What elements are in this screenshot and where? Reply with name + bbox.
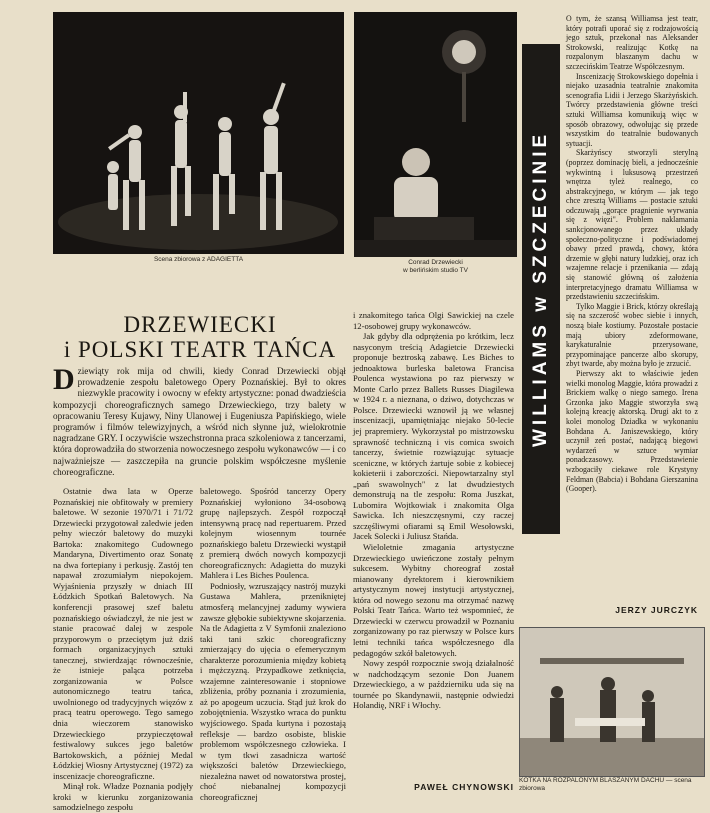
photo2-caption: [354, 259, 517, 275]
article-author: PAWEŁ CHYNOWSKI: [414, 782, 514, 792]
sidebar-para: Inscenizację Strokowskiego dopełnia i niejako uzasadnia teatralnie znakomita scenografia Lidii i Jerzego Skarżyńskich. Twórcy przedstawienia główne treści sztuki Williamsa komunikują więc w sposób obrazowy, odwołując się przede wszystkim do teatralnie budowanych sytuacji.: [566, 71, 698, 148]
dancers-scene-image: [53, 12, 344, 254]
col3-para: Wieloletnie zmagania artystyczne Drzewieckiego uwieńczone zostały pełnym sukcesem. Wybitny choreograf został mianowany dyrektorem i kierownikiem artystycznym nowej instytucji artystycznej, która od nowego sezonu ma otrzymać nazwę Polski Teatr Tańca. Warto też wspomnieć, że Drzewiecki w czerwcu prowadził w Poznaniu zorganizowany po raz pierwszy w Polsce kurs letni techniki tańca współczesnego dla pedagogów szkół baletowych.: [353, 542, 514, 658]
photo-kotka: [519, 627, 705, 777]
article-column-2: [200, 486, 346, 802]
photo-adagietto: [53, 12, 344, 254]
sidebar-para: Skarżyńscy stworzyli sterylną (poprzez dominację bieli, a jednocześnie wykwintną i luksusową przestrzeń wnętrza tyleż realnego, co abstrakcyjnego, w którym — jak tego chce zresztą Williams — postacie sztuki odczuwają „gorące pragnienie wyrwania się z więzi". Problem naklamania sankcjonowanego przez układy społeczno-polityczne i podświadomej obawy przed prawdą, chowy, która drzemie w głębi natury ludzkiej, oraz ich wzajemne relacje i przenikania — zdają się stanowić główną oś założenia interpretacyjnego dramatu Williamsa w przedstawieniu szczecińskim.: [566, 148, 698, 302]
article-lead: [53, 363, 346, 478]
photo3-caption: KOTKA NA ROZPALONYM BLASZANYM DACHU — scena zbiorowa: [519, 777, 692, 792]
sidebar-article: [566, 14, 698, 494]
photo-drzewiecki-studio: [354, 12, 517, 257]
photo2-caption-name: Conrad Drzewiecki: [408, 259, 463, 266]
drzewiecki-portrait-image: [354, 12, 517, 257]
photo2-caption-place: w berlińskim studio TV: [403, 267, 468, 274]
sidebar-para: O tym, że szansą Williamsa jest teatr, który potrafi uporać się z rodzajowością jego sztuk, przekonał nas Aleksander Strokowski, realizując Kotkę na rozpalonym blaszanym dachu w szczecińskim Teatrze Współczesnym.: [566, 14, 698, 71]
col3-para: Jak gdyby dla odprężenia po krótkim, lecz nasyconym treścią Adagietcie Drzewiecki proponuje beztroską zabawę. Les Biches to jednoaktowa burleska baletowa Francisa Poulenca wystawiona po raz pierwszy w Monte Carlo przez Ballets Russes Diagilewa w 1924 r. a nieznana, o dziwo, dotychczas w Polsce. Drzewiecki wznowił ją we własnej inscenizacji, upamiętniając niejako 50-lecie jej prapremiery. Wykorzystał po mistrzowsku sprawność techniczną i vis comica swoich tancerzy, świetnie rozwiązując sytuacje sceniczne, w których żartuje sobie z kobiecej kokieterii i zaborczości. Niepowtarzalny styl „pań swawolnych" z lat dwudziestych demonstrują na tle zespołu: Roma Juszkat, Lubomira Wojtkowiak i znakomita Olga Sawicka. Ich nieszczęsnymi, czy raczej szczęśliwymi ofiarami są Emil Wesołowski, Jacek Solecki i Juliusz Stańda.: [353, 331, 514, 542]
sidebar-author: JERZY JURCZYK: [615, 605, 698, 615]
col1-para: Minął rok. Władze Poznania podjęły kroki w kierunku zorganizowania samodzielnego zespołu: [53, 781, 193, 813]
sidebar-para: Tylko Maggie i Brick, którzy określają się na szczerość wobec siebie i innych, noszą białe kostiumy. Pozostałe postacie mają ubiory zdeformowane, karykaturalnie przerysowane, przypominające pancerze albo skorupy, zbyt twarde, aby można było je zrzucić.: [566, 301, 698, 369]
col3-para: Nowy zespół rozpocznie swoją działalność w nadchodzącym sezonie Don Juanem Drzewieckiego, a w październiku uda się na tournée po Skandynawii, następnie odwiedzi Holandię, NRF i Włochy.: [353, 658, 514, 711]
col2-para: baletowego. Spośród tancerzy Opery Poznańskiej wyłoniono 34-osobową grupę najlepszych. Zespół rozpoczął intensywną pracę nad repertuarem. Przed kolejnym wiosennym tournée poznańskiego baletu Drzewiecki wystąpił z premierą dwóch nowych kompozycji choreograficznych: Adagietta do muzyki Mahlera i Les Biches Poulenca.: [200, 486, 346, 581]
sidebar-banner: [522, 44, 560, 534]
kotka-scene-image: [520, 628, 704, 776]
sidebar-para: Pierwszy akt to właściwie jeden wielki monolog Maggie, która prowadzi z Brickiem walkę o niego samego. Irena Grzonka jako Maggie stworzyła swą kolejną kreację aktorską. Drugi akt to z kolei monolog Dziadka w wykonaniu Bohdana A. Janiszewskiego, który uczynił zeń postać, nadającą biegowi wydarzeń w sztuce wymiar ponadczasowy. Przedstawienie wzbogaciły ciekawe role Krystyny Feldman (Babcia) i Bohdana Gierszanina (Gooper).: [566, 368, 699, 494]
photo1-caption: Scena zbiorowa z ADAGIETTA: [153, 256, 244, 263]
col3-para: i znakomitego tańca Olgi Sawickiej na czele 12-osobowej grupy wykonawców.: [353, 310, 514, 331]
article-title: [55, 312, 345, 362]
lead-text: ziewiąty rok mija od chwili, kiedy Conrad Drzewiecki objął prowadzenie zespołu baletowego Opery Poznańskiej. Był to okres niezwykle pracowity i owocny w efekty artystyczne: ponad dwadzieścia kompozycji choreograficznych samego Drzewieckiego, trzy balety w opracowaniu Teresy Kujawy, Niny Ulanowej i Eugeniusza Papińskiego, wiele programów i filmów telewizyjnych, a wśród nich słynne już, wielokrotnie nagradzane GRY. I oczywiście wszechstronna praca szkoleniowa z tancerzami, która doprowadziła do stworzenia nowoczesnego zespołu wykonawców — i co najważniejsze — zaszczepiła na gruncie polskim współczesne myślenie choreograficzne.: [53, 366, 346, 477]
article-column-3: [353, 310, 514, 711]
article-column-1: [53, 486, 193, 813]
title-line2: i POLSKI TEATR TAŃCA: [63, 337, 337, 362]
col1-para: Ostatnie dwa lata w Operze Poznańskiej nie obfitowały w premiery baletowe. W sezonie 1970/71 i 71/72 Drzewiecki przygotował zaledwie jeden pełny wieczór baletowy do muzyki Bartoka: znakomitego Cudownego Mandaryna, Divertimento oraz Sonatę na dwa fortepiany i perkusję. Zastój ten napawał zrozumiałym niepokojem. Wyjaśnienia przyszły w dniach III Łódzkich Spotkań Baletowych. Na konferencji prasowej szef baletu poznańskiego oświadczył, że nie jest w stanie pracować dalej w zespole przyporowym o przeciętym już dziś formach organizacyjnych sztuki tanecznej, stwierdzając równocześnie, że istnieje paląca potrzeba zorganizowania w Polsce autonomicznego teatru tańca, uwolnionego od tradycyjnych więzów z pracą teatru operowego. Tego samego dnia wieczorem stanowisko Drzewieckiego przypieczętował festiwalowy sukces jego baletów Bartokowskich, a później Medal Łódzkiej Wiosny Artystycznej (1972) za inscenizacje choreograficzne.: [53, 486, 193, 781]
sidebar-banner-text: WILLIAMS w SZCZECINIE: [530, 130, 551, 448]
title-line1: DRZEWIECKI: [123, 312, 277, 337]
dropcap: D: [53, 363, 75, 396]
col2-para: Podniosły, wzruszający nastrój muzyki Gustawa Mahlera, przenikniętej atmosferą melancyjnej zadumy wywiera zawsze głębokie subiektywne skojarzenia. Na tle Adagietta z V Symfonii znaleziono taki tani szkic choreograficzny zmierzający do ujęcia o efemerycznym charakterze porozumienia między kobietą i mężczyzną. Przypadkowe zetknięcia, wzajemne zainteresowanie i stopniowe zbliżenia, próby poznania i zrozumienia, aż po apogeum uczucia. Stąd już krok do zobojętnienia. Wszystko wraca do punktu wyjściowego. Spada kurtyna i pozostają refleksje — bardzo osobiste, bliskie problemom współczesnego człowieka. I w tym tkwi zasadnicza wartość większości baletów Drzewieckiego, niezależna nawet od nowatorstwa prostej, choć niebanalnej kompozycji choreograficznej: [200, 580, 346, 802]
